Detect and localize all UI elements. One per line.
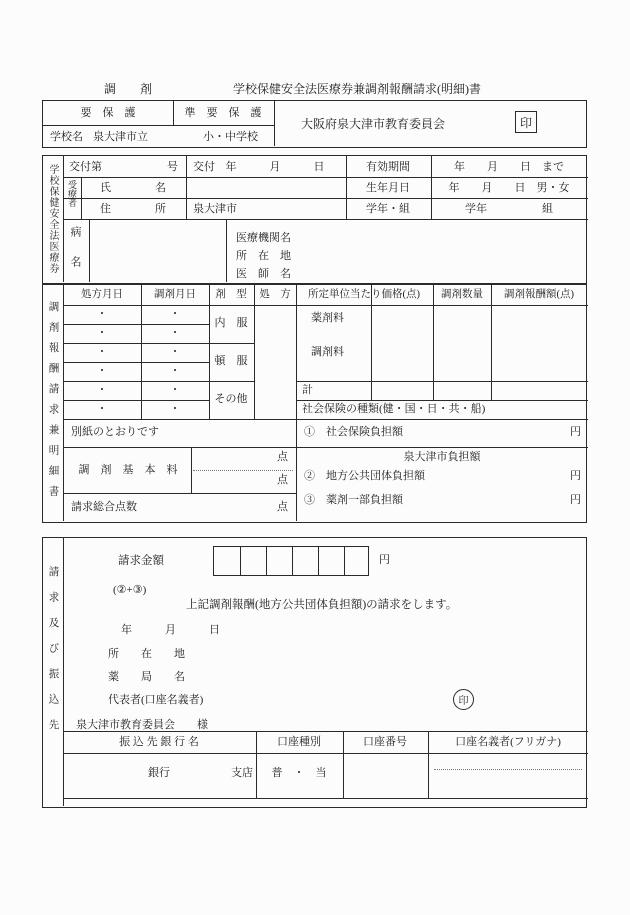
base-fee-point-upper: 点 — [277, 451, 288, 463]
need-protection-label: 要 保 護 — [80, 107, 136, 119]
divider — [371, 285, 372, 400]
divider — [433, 285, 434, 400]
item1-yen: 円 — [570, 426, 581, 438]
school-type-label: 小・中学校 — [203, 131, 258, 143]
address-label: 住 所 — [100, 203, 166, 215]
claim-side-label: 調剤報酬請求兼明細書 — [47, 301, 59, 506]
bank-name-header: 振 込 先 銀 行 名 — [119, 736, 199, 748]
col-prescription: 処 方 — [259, 289, 291, 300]
form-type-label: 調 剤 — [104, 82, 153, 96]
amount-digit-boxes — [213, 546, 369, 576]
doctor-name-label: 医 師 名 — [236, 268, 291, 280]
item2-label: ② 地方公共団体負担額 — [304, 470, 425, 482]
divider — [292, 547, 293, 575]
divider — [240, 547, 241, 575]
divider — [226, 219, 227, 282]
divider — [63, 285, 64, 521]
divider — [274, 101, 275, 146]
seal-label: 印 — [519, 115, 532, 130]
committee-name: 大阪府泉大津市教育委員会 — [300, 117, 446, 131]
validity-label: 有効期間 — [366, 161, 410, 173]
divider — [63, 447, 588, 448]
pharmacy-name-line: 薬 局 名 — [108, 671, 185, 683]
attached-note: 別紙のとおりです — [71, 426, 159, 438]
divider — [428, 731, 429, 798]
divider — [63, 400, 209, 401]
item2-yen: 円 — [570, 470, 581, 482]
date-dot: ・ — [169, 327, 181, 339]
birthdate-label: 生年月日 — [366, 182, 410, 194]
account-type-header: 口座種別 — [277, 736, 321, 748]
divider — [318, 547, 319, 575]
representative-line: 代表者(口座名義者) — [108, 694, 204, 706]
issue-number-prefix: 交付第 — [69, 161, 102, 173]
account-type-options: 普 ・ 当 — [271, 767, 327, 779]
address-value: 泉大津市 — [193, 203, 237, 215]
divider — [63, 177, 588, 178]
divider — [186, 156, 187, 219]
grade-value: 学年 組 — [465, 203, 553, 215]
branch-suffix: 支店 — [231, 767, 253, 779]
divider — [296, 381, 588, 382]
divider — [296, 285, 297, 521]
billing-box — [42, 537, 587, 808]
divider — [491, 285, 492, 400]
col-dosage-form: 剤 型 — [215, 289, 247, 300]
name-label: 氏 名 — [100, 182, 166, 194]
dotted-divider — [434, 769, 582, 770]
col-quantity: 調剤数量 — [441, 289, 483, 300]
divider — [173, 101, 174, 125]
divider — [191, 447, 192, 493]
semi-need-protection-label: 準 要 保 護 — [184, 107, 262, 119]
date-dot: ・ — [169, 384, 181, 396]
divider — [43, 125, 274, 126]
billing-side-label: 請求及び振込先 — [47, 566, 59, 745]
amount-yen: 円 — [379, 554, 390, 566]
col-unit-price: 所定単位当たり価格(点) — [308, 289, 420, 300]
date-dot: ・ — [96, 403, 108, 415]
issue-label: 交付 — [193, 161, 215, 173]
total-row-label: 計 — [302, 384, 313, 396]
drug-fee-label: 薬剤料 — [311, 312, 344, 324]
dosage-occasional-label: 頓 服 — [214, 355, 248, 367]
account-number-header: 口座番号 — [363, 736, 407, 748]
col-prescription-date: 処方月日 — [81, 289, 123, 300]
divider — [63, 343, 254, 344]
seal-stamp-box — [515, 111, 537, 133]
divider — [344, 547, 345, 575]
divider — [63, 731, 588, 732]
amount-formula: (②+③) — [113, 584, 147, 596]
validity-value: 年 月 日 まで — [454, 161, 564, 173]
page-title: 学校保健安全法医療券兼調剤報酬請求(明細)書 — [233, 82, 481, 96]
dosage-internal-label: 内 服 — [214, 317, 248, 329]
divider — [63, 324, 209, 325]
claim-statement: 上記調剤報酬(地方公共団体負担額)の請求をします。 — [186, 599, 458, 611]
item3-label: ③ 薬剤一部負担額 — [304, 494, 403, 506]
issue-number-suffix: 号 — [167, 161, 178, 173]
divider — [266, 547, 267, 575]
divider — [63, 798, 588, 799]
amount-label: 請求金額 — [118, 555, 164, 567]
item1-label: ① 社会保険負担額 — [304, 426, 403, 438]
school-name-value: 泉大津市立 — [93, 131, 148, 143]
addressee-line: 泉大津市教育委員会 様 — [76, 719, 208, 731]
divider — [296, 400, 588, 401]
divider — [63, 538, 64, 806]
item3-yen: 円 — [570, 494, 581, 506]
base-fee-label: 調 剤 基 本 料 — [78, 464, 178, 476]
claim-detail-table — [42, 284, 587, 523]
divider — [63, 493, 296, 494]
date-dot: ・ — [96, 327, 108, 339]
date-dot: ・ — [169, 403, 181, 415]
pharmacy-address-line: 所 在 地 — [108, 648, 185, 660]
dotted-divider — [193, 470, 293, 471]
divider — [431, 156, 432, 219]
divider — [63, 753, 588, 754]
date-dot: ・ — [96, 346, 108, 358]
divider — [256, 731, 257, 798]
date-dot: ・ — [169, 308, 181, 320]
total-points-unit: 点 — [277, 501, 288, 513]
col-dispensing-date: 調剤月日 — [154, 289, 196, 300]
base-fee-point-lower: 点 — [277, 474, 288, 486]
date-line: 年 月 日 — [121, 624, 220, 636]
school-name-label: 学校名 — [50, 131, 83, 143]
date-dot: ・ — [96, 384, 108, 396]
medical-voucher-table — [42, 155, 587, 284]
disease-name-label: 病 名 — [69, 226, 81, 271]
insurance-type-label: 社会保険の種類(健・国・日・共・船) — [302, 403, 486, 415]
seal-label: 印 — [458, 696, 469, 707]
date-dot: ・ — [96, 308, 108, 320]
patient-side-label: 受療者 — [67, 180, 77, 207]
issue-date-placeholder: 年 月 日 — [225, 161, 325, 173]
grade-label: 学年・組 — [366, 203, 410, 215]
date-dot: ・ — [96, 365, 108, 377]
representative-seal — [453, 689, 474, 710]
divider — [63, 362, 209, 363]
dosage-other-label: その他 — [214, 393, 248, 405]
birthdate-value: 年 月 日 男・女 — [448, 182, 570, 194]
divider — [63, 198, 588, 199]
bank-suffix: 銀行 — [148, 767, 170, 779]
date-dot: ・ — [169, 365, 181, 377]
dispensing-fee-label: 調剤料 — [311, 346, 344, 358]
total-points-label: 請求総合点数 — [71, 501, 137, 513]
col-fee: 調剤報酬額(点) — [504, 289, 574, 300]
classification-box — [42, 100, 587, 148]
date-dot: ・ — [169, 346, 181, 358]
city-burden-title: 泉大津市負担額 — [403, 451, 481, 463]
divider — [63, 381, 254, 382]
divider — [63, 305, 588, 306]
divider — [63, 219, 588, 220]
divider — [346, 156, 347, 219]
divider — [89, 219, 90, 282]
divider — [343, 731, 344, 798]
institution-name-label: 医療機関名 — [236, 232, 291, 244]
voucher-side-label: 学校保健安全法医療券 — [47, 164, 58, 274]
institution-location-label: 所 在 地 — [236, 250, 291, 262]
divider — [63, 419, 588, 420]
account-holder-header: 口座名義者(フリガナ) — [455, 736, 561, 748]
